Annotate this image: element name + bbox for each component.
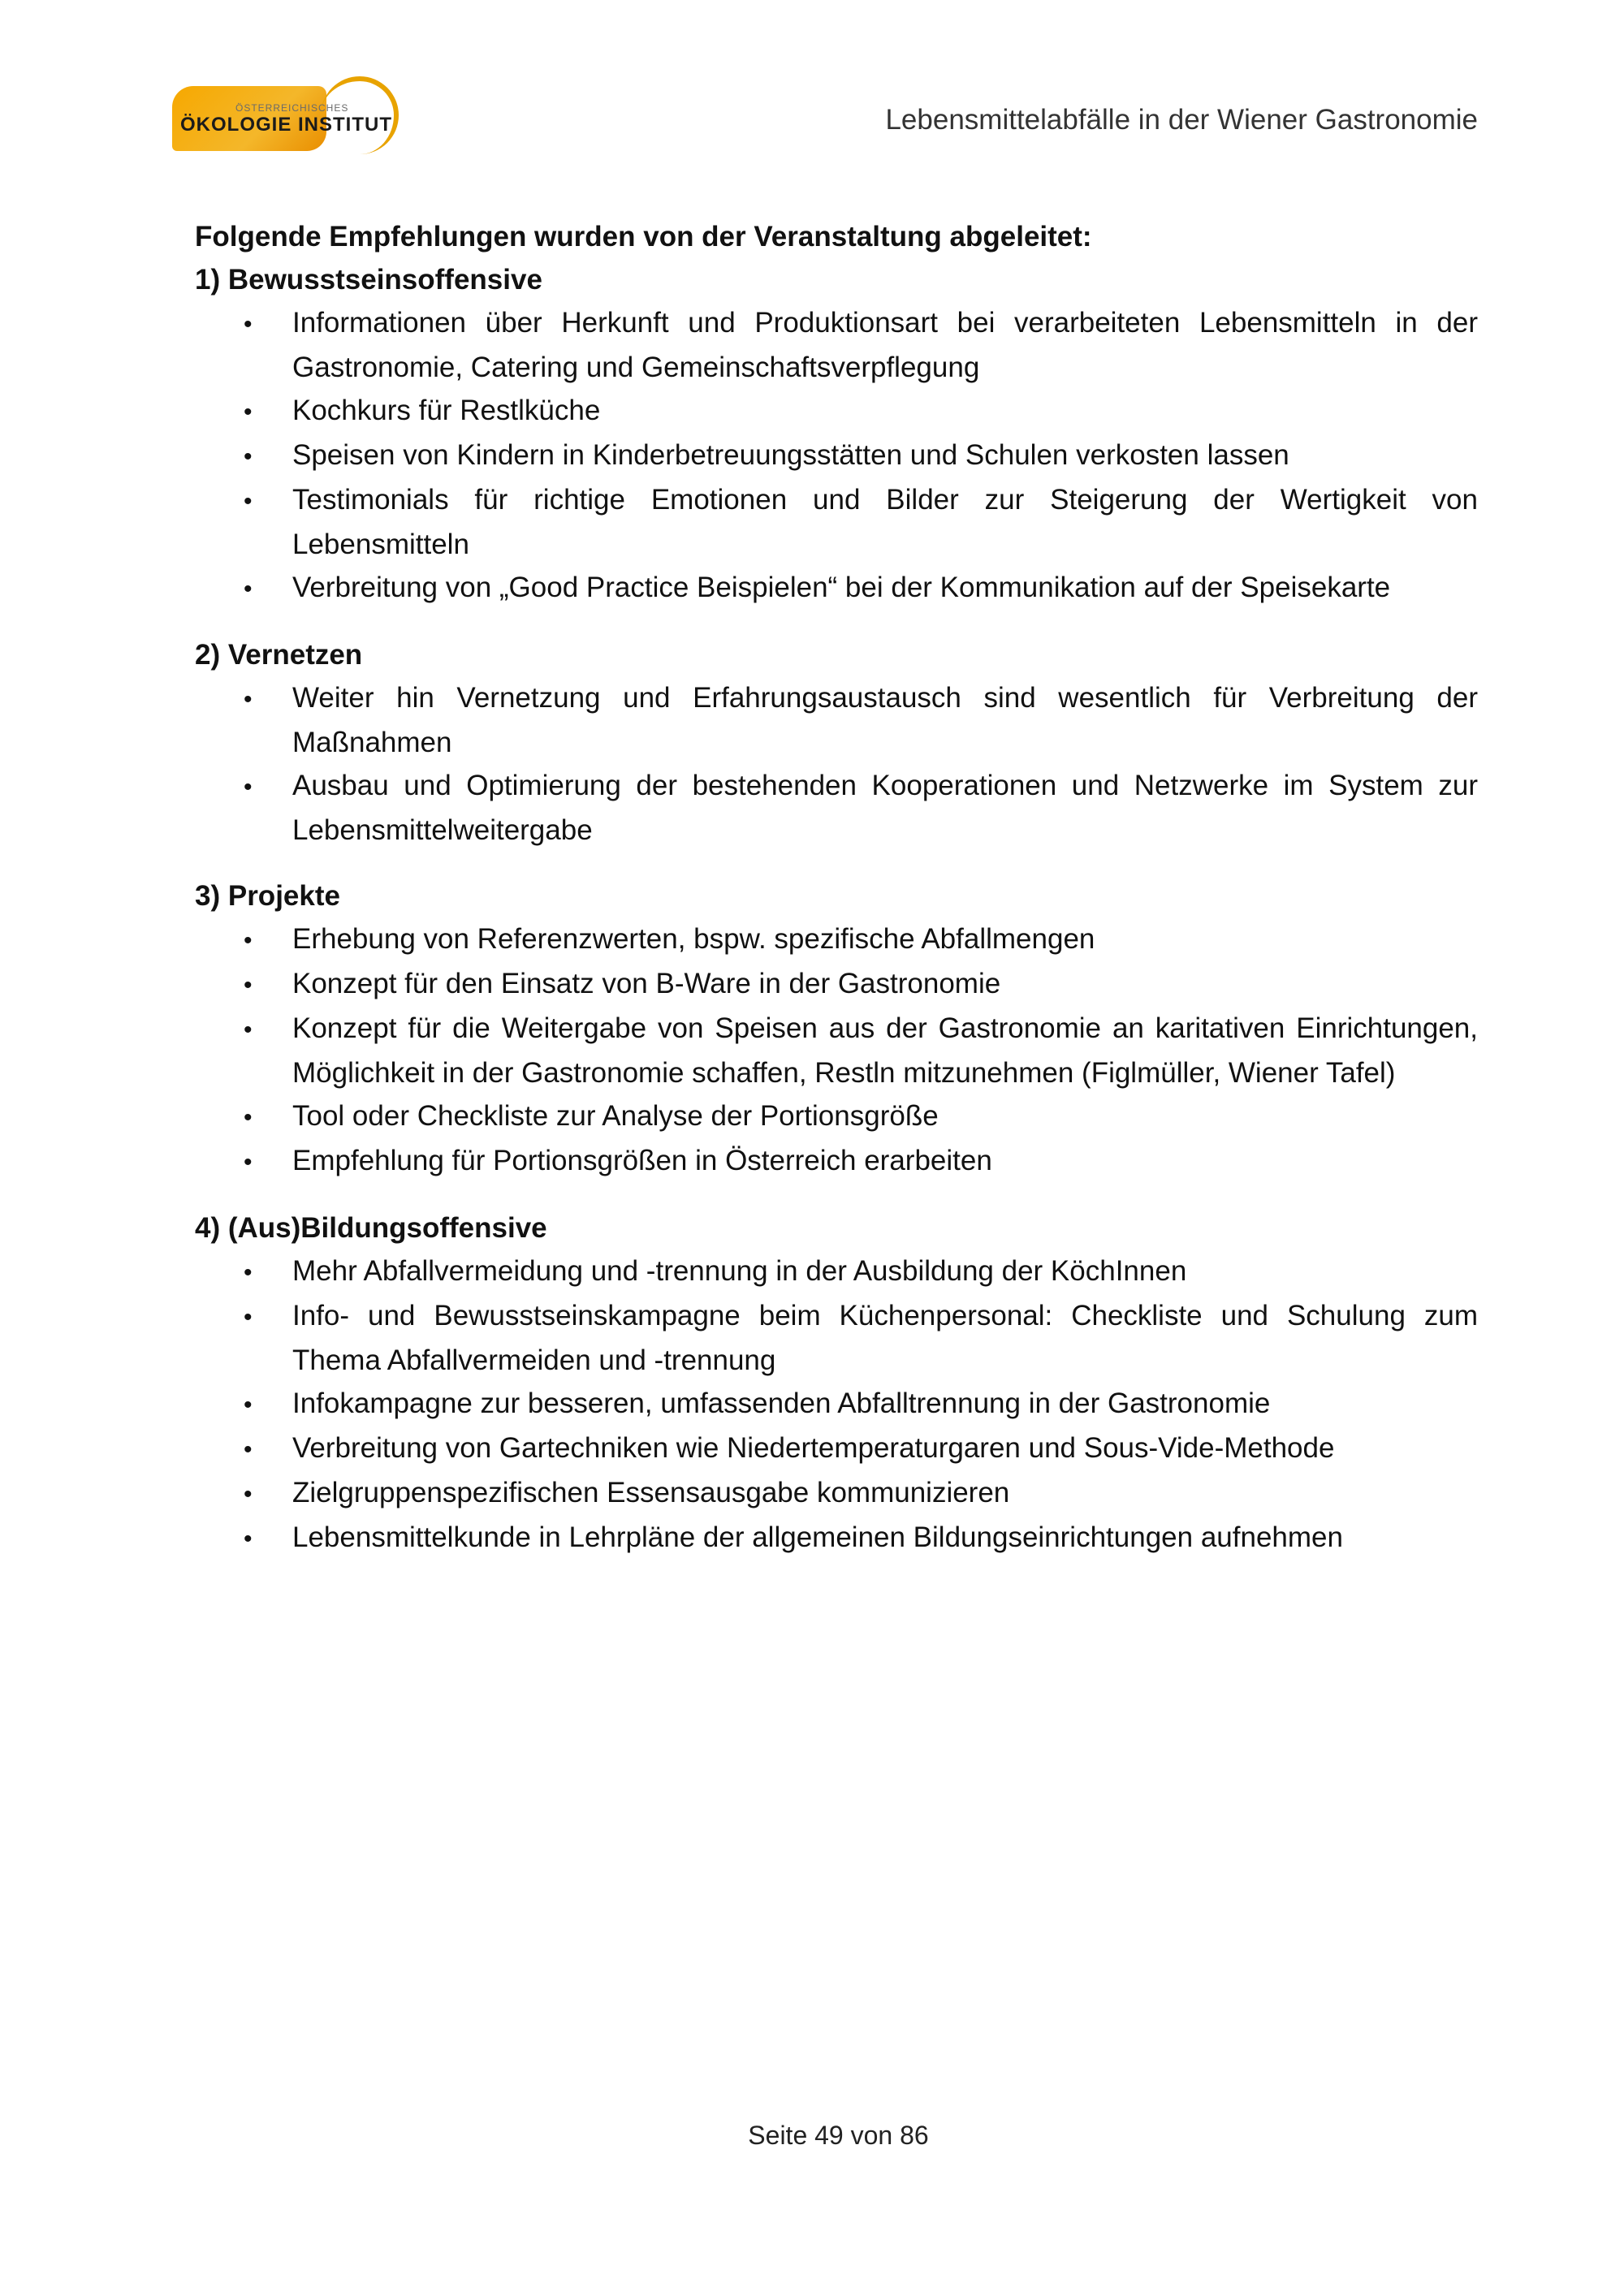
bullet-icon: • xyxy=(244,1526,253,1552)
list-item-text: Ausbau und Optimierung der bestehenden Kooperationen und Netzwerke im System zur Lebensmittelweitergabe xyxy=(292,770,1478,846)
list-item xyxy=(195,478,1478,566)
list-item xyxy=(195,1139,1478,1184)
bullet-list xyxy=(195,917,1478,1184)
bullet-icon: • xyxy=(244,774,253,801)
list-item xyxy=(195,1382,1478,1426)
list-item xyxy=(195,1471,1478,1516)
list-item xyxy=(195,301,1478,389)
list-item xyxy=(195,1516,1478,1560)
bullet-icon: • xyxy=(244,686,253,713)
bullet-icon: • xyxy=(244,1436,253,1463)
bullet-list xyxy=(195,301,1478,611)
list-item-text: Konzept für den Einsatz von B-Ware in der Gastronomie xyxy=(292,968,1001,999)
bullet-icon: • xyxy=(244,1304,253,1331)
list-item-text: Tool oder Checkliste zur Analyse der Portionsgröße xyxy=(292,1100,939,1132)
list-item-text: Verbreitung von Gartechniken wie Niedertemperaturgaren und Sous-Vide-Methode xyxy=(292,1432,1335,1464)
list-item xyxy=(195,962,1478,1007)
list-item xyxy=(195,1094,1478,1139)
bullet-list xyxy=(195,676,1478,852)
list-item-text: Erhebung von Referenzwerten, bspw. spezifische Abfallmengen xyxy=(292,923,1095,955)
list-item-text: Speisen von Kindern in Kinderbetreuungsstätten und Schulen verkosten lassen xyxy=(292,439,1289,471)
list-item-text: Zielgruppenspezifischen Essensausgabe kommunizieren xyxy=(292,1477,1010,1508)
bullet-icon: • xyxy=(244,576,253,602)
list-item-text: Infokampagne zur besseren, umfassenden Abfalltrennung in der Gastronomie xyxy=(292,1388,1271,1419)
logo-small-text: ÖSTERREICHISCHES xyxy=(235,102,349,114)
list-item xyxy=(195,566,1478,611)
bullet-icon: • xyxy=(244,1481,253,1508)
list-item-text: Info- und Bewusstseinskampagne beim Küchenpersonal: Checkliste und Schulung zum Thema Abfallvermeiden und -trennung xyxy=(292,1300,1478,1376)
list-item xyxy=(195,764,1478,852)
bullet-icon: • xyxy=(244,488,253,515)
list-item-text: Kochkurs für Restlküche xyxy=(292,395,601,426)
intro-line: Folgende Empfehlungen wurden von der Veranstaltung abgeleitet: xyxy=(195,221,1092,252)
section-4 xyxy=(195,1206,1478,1560)
list-item-text: Weiter hin Vernetzung und Erfahrungsaustausch sind wesentlich für Verbreitung der Maßnahmen xyxy=(292,682,1478,758)
logo-big-text: ÖKOLOGIE INSTITUT xyxy=(180,114,392,136)
recommendation-sections xyxy=(195,258,1478,1560)
list-item xyxy=(195,1007,1478,1094)
section-1 xyxy=(195,258,1478,611)
bullet-icon: • xyxy=(244,927,253,954)
list-item xyxy=(195,1294,1478,1382)
section-heading: 4) (Aus)Bildungsoffensive xyxy=(195,1212,547,1244)
institute-logo xyxy=(162,71,406,161)
bullet-icon: • xyxy=(244,1259,253,1286)
section-3 xyxy=(195,874,1478,1184)
list-item-text: Verbreitung von „Good Practice Beispielen“ bei der Kommunikation auf der Speisekarte xyxy=(292,572,1391,603)
list-item-text: Mehr Abfallvermeidung und -trennung in der Ausbildung der KöchInnen xyxy=(292,1255,1187,1287)
list-item xyxy=(195,389,1478,434)
list-item-text: Informationen über Herkunft und Produktionsart bei verarbeiteten Lebensmitteln in der Gastronomie, Catering und Gemeinschaftsverpflegung xyxy=(292,307,1478,383)
section-heading: 1) Bewusstseinsoffensive xyxy=(195,264,542,296)
document-header-title: Lebensmittelabfälle in der Wiener Gastronomie xyxy=(885,104,1478,136)
list-item-text: Lebensmittelkunde in Lehrpläne der allgemeinen Bildungseinrichtungen aufnehmen xyxy=(292,1521,1343,1553)
bullet-icon: • xyxy=(244,1392,253,1418)
bullet-icon: • xyxy=(244,399,253,425)
list-item xyxy=(195,676,1478,764)
section-2 xyxy=(195,633,1478,852)
bullet-icon: • xyxy=(244,311,253,338)
list-item-text: Testimonials für richtige Emotionen und Bilder zur Steigerung der Wertigkeit von Lebensmitteln xyxy=(292,484,1478,560)
list-item-text: Konzept für die Weitergabe von Speisen aus der Gastronomie an karitativen Einrichtungen, Möglichkeit in der Gastronomie schaffen, Restln mitzunehmen (Figlmüller, Wiener Tafel) xyxy=(292,1012,1478,1089)
list-item xyxy=(195,917,1478,962)
section-heading: 2) Vernetzen xyxy=(195,639,363,671)
list-item xyxy=(195,1249,1478,1294)
bullet-icon: • xyxy=(244,443,253,470)
bullet-icon: • xyxy=(244,1016,253,1043)
page-number: Seite 49 von 86 xyxy=(748,2121,929,2150)
bullet-list xyxy=(195,1249,1478,1560)
list-item-text: Empfehlung für Portionsgrößen in Österreich erarbeiten xyxy=(292,1145,992,1176)
bullet-icon: • xyxy=(244,1149,253,1176)
list-item xyxy=(195,434,1478,478)
section-heading: 3) Projekte xyxy=(195,880,340,912)
bullet-icon: • xyxy=(244,972,253,999)
bullet-icon: • xyxy=(244,1104,253,1131)
document-body xyxy=(195,215,1478,1560)
list-item xyxy=(195,1426,1478,1471)
